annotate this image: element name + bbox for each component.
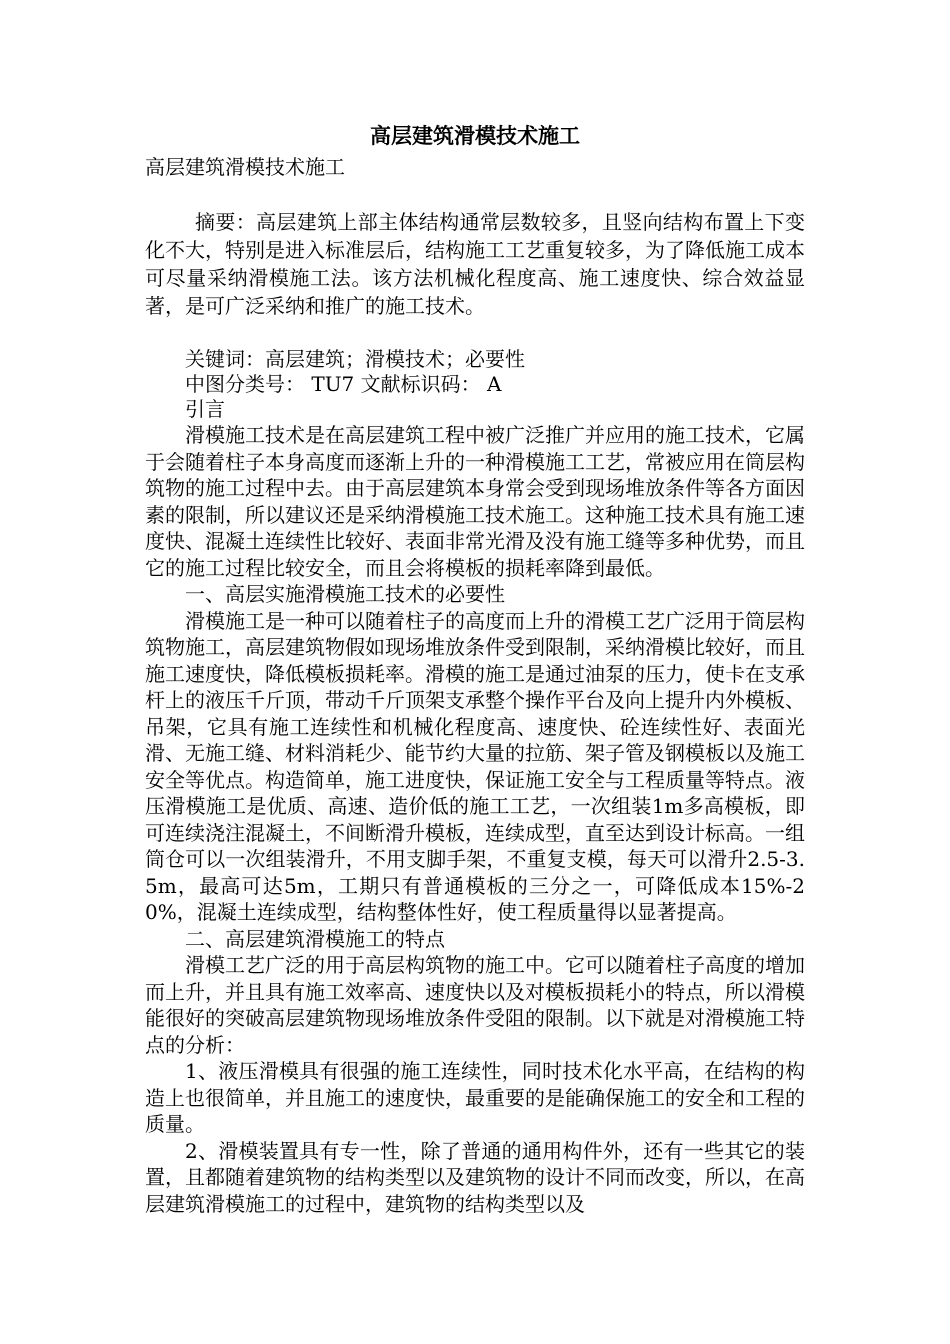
point-2-paragraph: 2、滑模装置具有专一性，除了普通的通用构件外，还有一些其它的装置，且都随着建筑物的结构类型以及建筑物的设计不同而改变，所以，在高层建筑滑模施工的过程中，建筑物的结构类型以及 bbox=[145, 1138, 805, 1216]
section1-heading: 一、高层实施滑模施工技术的必要性 bbox=[185, 582, 505, 606]
section2-paragraph: 滑模工艺广泛的用于高层构筑物的施工中。它可以随着柱子高度的增加而上升，并且具有施工效率高、速度快以及对模板损耗小的特点，所以滑模能很好的突破高层建筑物现场堆放条件受阻的限制。以下就是对滑模施工特点的分析： bbox=[145, 953, 805, 1057]
classification-line: 中图分类号： TU7 文献标识码： A bbox=[185, 372, 502, 396]
blank-line bbox=[145, 181, 805, 208]
document-subtitle: 高层建筑滑模技术施工 bbox=[145, 155, 345, 179]
keywords-line: 关键词：高层建筑；滑模技术；必要性 bbox=[185, 347, 525, 371]
section2-heading: 二、高层建筑滑模施工的特点 bbox=[185, 926, 445, 951]
intro-heading: 引言 bbox=[185, 397, 225, 421]
abstract-paragraph: 摘要：高层建筑上部主体结构通常层数较多，且竖向结构布置上下变化不大，特别是进入标准层后，结构施工工艺重复较多，为了降低施工成本可尽量采纳滑模施工法。该方法机械化程度高、施工速度快、综合效益显著，是可广泛采纳和推广的施工技术。 bbox=[145, 210, 805, 318]
blank-line bbox=[145, 320, 805, 347]
document-title: 高层建筑滑模技术施工 bbox=[370, 123, 580, 148]
intro-paragraph: 滑模施工技术是在高层建筑工程中被广泛推广并应用的施工技术，它属于会随着柱子本身高度而逐渐上升的一种滑模施工工艺，常被应用在筒层构筑物的施工过程中去。由于高层建筑本身常会受到现场堆放条件等各方面因素的限制，所以建议还是采纳滑模施工技术施工。这种施工技术具有施工速度快、混凝土连续性比较好、表面非常光滑及没有施工缝等多种优势，而且它的施工过程比较安全，而且会将模板的损耗率降到最低。 bbox=[145, 423, 805, 580]
point-1-paragraph: 1、液压滑模具有很强的施工连续性，同时技术化水平高，在结构的构造上也很简单，并且施工的速度快，最重要的是能确保施工的安全和工程的质量。 bbox=[145, 1059, 805, 1136]
document-page bbox=[145, 118, 805, 1217]
section1-paragraph: 滑模施工是一种可以随着柱子的高度而上升的滑模工艺广泛用于筒层构筑物施工，高层建筑物假如现场堆放条件受到限制，采纳滑模比较好，而且施工速度快，降低模板损耗率。滑模的施工是通过油泵的压力，使卡在支承杆上的液压千斤顶，带动千斤顶架支承整个操作平台及向上提升内外模板、吊架，它具有施工连续性和机械化程度高、速度快、砼连续性好、表面光滑、无施工缝、材料消耗少、能节约大量的拉筋、架子管及钢模板以及施工安全等优点。构造简单，施工进度快，保证施工安全与工程质量等特点。液压滑模施工是优质、高速、造价低的施工工艺，一次组装1m多高模板，即可连续浇注混凝土，不间断滑升模板，连续成型，直至达到设计标高。一组筒仓可以一次组装滑升，不用支脚手架，不重复支模，每天可以滑升2.5-3.5m，最高可达5m，工期只有普通模板的三分之一，可降低成本15%-20%，混凝土连续成型，结构整体性好，使工程质量得以显著提高。 bbox=[145, 608, 805, 924]
